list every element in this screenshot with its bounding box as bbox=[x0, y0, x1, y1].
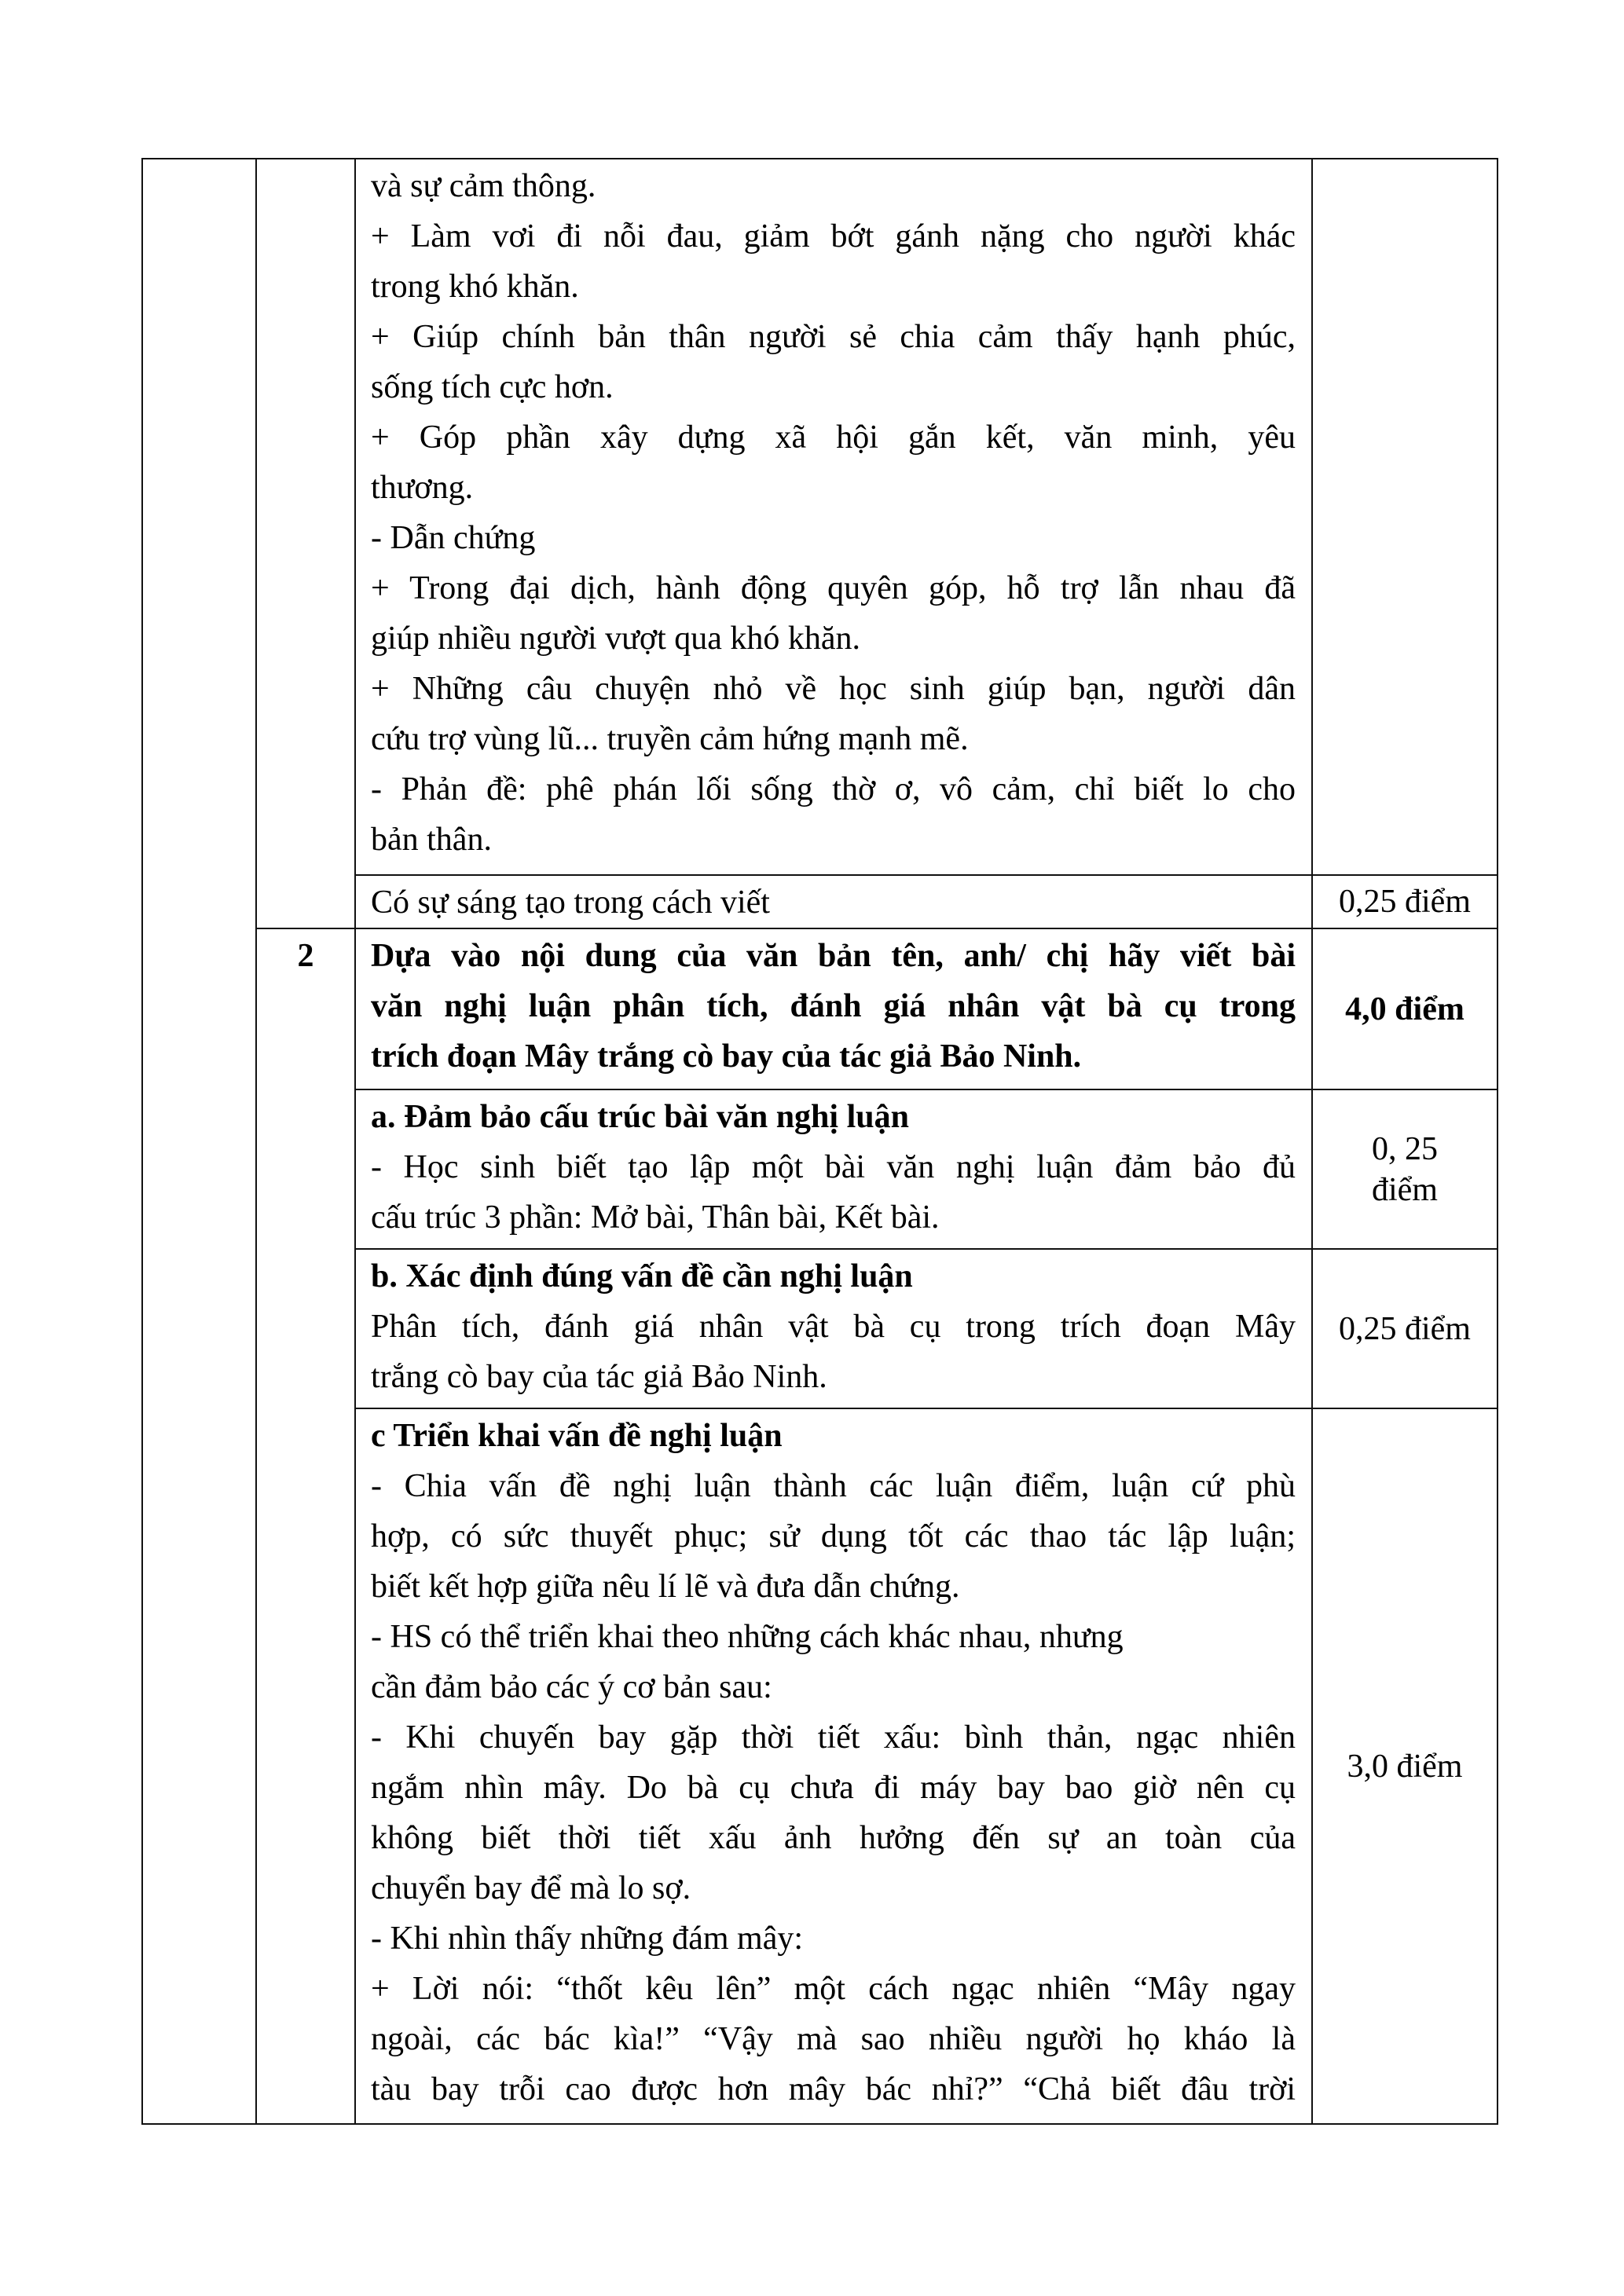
section-heading: b. Xác định đúng vấn đề cần nghị luận bbox=[371, 1258, 913, 1294]
section-heading: a. Đảm bảo cấu trúc bài văn nghị luận bbox=[371, 1099, 909, 1135]
content-cell bbox=[355, 159, 1312, 875]
points-cell bbox=[1312, 159, 1498, 875]
section-heading: c Triển khai vấn đề nghị luận bbox=[371, 1418, 783, 1454]
text-line: không biết thời tiết xấu ảnh hưởng đến sự an toàn của bbox=[371, 1820, 1296, 1856]
question-cell bbox=[256, 159, 355, 928]
text-line: cứu trợ vùng lũ... truyền cảm hứng mạnh mẽ. bbox=[371, 721, 969, 757]
content-cell bbox=[355, 875, 1312, 928]
question-number: 2 bbox=[256, 928, 355, 2124]
content-cell bbox=[355, 1089, 1312, 1249]
text-line: cần đảm bảo các ý cơ bản sau: bbox=[371, 1669, 772, 1705]
text-line: - Phản đề: phê phán lối sống thờ ơ, vô cảm, chỉ biết lo cho bbox=[371, 771, 1296, 807]
text-line: + Làm vơi đi nỗi đau, giảm bớt gánh nặng cho người khác bbox=[371, 218, 1296, 255]
text-line: giúp nhiều người vượt qua khó khăn. bbox=[371, 621, 861, 657]
table-row bbox=[142, 159, 1498, 875]
text-line: tàu bay trỗi cao được hơn mây bác nhỉ?” “Chả biết đâu trời bbox=[371, 2071, 1296, 2107]
points-cell: 0,25 điểm bbox=[1312, 875, 1498, 928]
text-line: hợp, có sức thuyết phục; sử dụng tốt các thao tác lập luận; bbox=[371, 1518, 1296, 1554]
points-cell: 3,0 điểm bbox=[1312, 1408, 1498, 2124]
text-line: - Học sinh biết tạo lập một bài văn nghị luận đảm bảo đủ bbox=[371, 1149, 1296, 1185]
text-line: - Dẫn chứng bbox=[371, 520, 536, 556]
text-line: Phân tích, đánh giá nhân vật bà cụ trong trích đoạn Mây bbox=[371, 1309, 1296, 1345]
text-line: - Chia vấn đề nghị luận thành các luận điểm, luận cứ phù bbox=[371, 1468, 1296, 1504]
text-line: và sự cảm thông. bbox=[371, 168, 596, 204]
text-line: Dựa vào nội dung của văn bản tên, anh/ chị hãy viết bài bbox=[371, 938, 1296, 974]
content-cell bbox=[355, 1249, 1312, 1408]
content-cell bbox=[355, 928, 1312, 1089]
text-line: + Giúp chính bản thân người sẻ chia cảm thấy hạnh phúc, bbox=[371, 319, 1296, 355]
text-line: trích đoạn Mây trắng cò bay của tác giả Bảo Ninh. bbox=[371, 1038, 1082, 1075]
text-line: sống tích cực hơn. bbox=[371, 369, 614, 405]
text-line: trắng cò bay của tác giả Bảo Ninh. bbox=[371, 1359, 827, 1395]
text-line: Có sự sáng tạo trong cách viết bbox=[371, 884, 770, 921]
text-line: chuyển bay để mà lo sợ. bbox=[371, 1870, 691, 1906]
text-line: - Khi nhìn thấy những đám mây: bbox=[371, 1921, 804, 1957]
text-line: - HS có thể triển khai theo những cách khác nhau, nhưng bbox=[371, 1619, 1124, 1655]
content-cell bbox=[355, 1408, 1312, 2124]
text-line: thương. bbox=[371, 470, 474, 506]
text-line: ngoài, các bác kìa!” “Vậy mà sao nhiều người họ kháo là bbox=[371, 2021, 1296, 2057]
points-cell: 4,0 điểm bbox=[1312, 928, 1498, 1089]
text-line: + Những câu chuyện nhỏ về học sinh giúp bạn, người dân bbox=[371, 671, 1296, 707]
text-line: + Trong đại dịch, hành động quyên góp, hỗ trợ lẫn nhau đã bbox=[371, 570, 1296, 606]
text-line: cấu trúc 3 phần: Mở bài, Thân bài, Kết bài. bbox=[371, 1199, 940, 1236]
text-line: trong khó khăn. bbox=[371, 269, 579, 305]
points-cell: 0, 25 điểm bbox=[1312, 1089, 1498, 1249]
text-line: + Lời nói: “thốt kêu lên” một cách ngạc nhiên “Mây ngay bbox=[371, 1971, 1296, 2007]
points-cell: 0,25 điểm bbox=[1312, 1249, 1498, 1408]
text-line: ngắm nhìn mây. Do bà cụ chưa đi máy bay bao giờ nên cụ bbox=[371, 1770, 1296, 1806]
table-row bbox=[142, 928, 1498, 1089]
text-line: + Góp phần xây dựng xã hội gắn kết, văn minh, yêu bbox=[371, 419, 1296, 456]
text-line: - Khi chuyến bay gặp thời tiết xấu: bình thản, ngạc nhiên bbox=[371, 1719, 1296, 1756]
part-cell bbox=[142, 159, 256, 2124]
text-line: biết kết hợp giữa nêu lí lẽ và đưa dẫn chứng. bbox=[371, 1569, 960, 1605]
text-line: văn nghị luận phân tích, đánh giá nhân vật bà cụ trong bbox=[371, 988, 1296, 1024]
grading-table bbox=[141, 158, 1498, 2125]
text-line: bản thân. bbox=[371, 822, 492, 858]
